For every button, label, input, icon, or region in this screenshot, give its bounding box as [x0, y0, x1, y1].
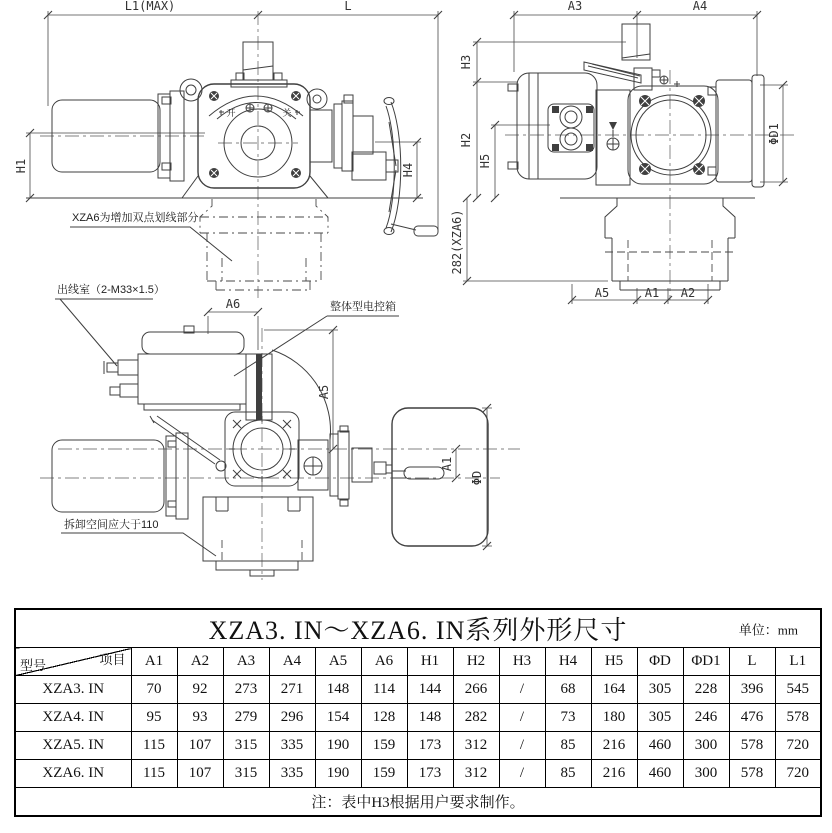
value-cell: /: [499, 732, 545, 760]
value-cell: 460: [637, 732, 683, 760]
value-cell: /: [499, 676, 545, 704]
value-cell: 115: [131, 760, 177, 788]
model-cell: XZA6. IN: [15, 760, 131, 788]
value-cell: 460: [637, 760, 683, 788]
model-cell: XZA4. IN: [15, 704, 131, 732]
table-title: XZA3. IN～XZA6. IN系列外形尺寸: [208, 616, 628, 645]
value-cell: 148: [407, 704, 453, 732]
declutch-lever: [584, 24, 680, 90]
plan-view: [40, 297, 520, 580]
value-cell: 107: [177, 760, 223, 788]
column-header: L1: [775, 648, 821, 676]
value-cell: 315: [223, 732, 269, 760]
dim-label-h5: H5: [478, 153, 492, 169]
value-cell: 216: [591, 760, 637, 788]
value-cell: 85: [545, 732, 591, 760]
output-drum-front: [200, 199, 328, 290]
value-cell: 335: [269, 760, 315, 788]
model-cell: XZA3. IN: [15, 676, 131, 704]
dim-label-a3: A3: [567, 0, 583, 13]
dim-label-a6: A6: [225, 297, 241, 311]
value-cell: 144: [407, 676, 453, 704]
value-cell: 95: [131, 704, 177, 732]
value-cell: 180: [591, 704, 637, 732]
value-cell: 128: [361, 704, 407, 732]
dim-label-h2: H2: [459, 132, 473, 148]
side-middle-housing: [596, 90, 630, 185]
value-cell: 154: [315, 704, 361, 732]
value-cell: 228: [683, 676, 729, 704]
table-note: 注：表中H3根据用户要求制作。: [15, 788, 821, 817]
value-cell: 578: [729, 732, 775, 760]
value-cell: 396: [729, 676, 775, 704]
value-cell: 216: [591, 732, 637, 760]
value-cell: 246: [683, 704, 729, 732]
column-header: L: [729, 648, 775, 676]
column-header: A6: [361, 648, 407, 676]
dim-label-282: 282(XZA6): [450, 209, 464, 275]
value-cell: 159: [361, 732, 407, 760]
dim-label-a4: A4: [692, 0, 708, 13]
plan-motor: [52, 433, 188, 519]
value-cell: 92: [177, 676, 223, 704]
column-header: H4: [545, 648, 591, 676]
stem-column: [231, 42, 287, 87]
value-cell: 266: [453, 676, 499, 704]
column-header: H2: [453, 648, 499, 676]
table-row: [15, 704, 821, 732]
value-cell: 70: [131, 676, 177, 704]
value-cell: 300: [683, 732, 729, 760]
value-cell: 315: [223, 760, 269, 788]
value-cell: 296: [269, 704, 315, 732]
column-header: ΦD: [637, 648, 683, 676]
dim-label-h1: H1: [14, 158, 28, 174]
value-cell: 148: [315, 676, 361, 704]
value-cell: 159: [361, 760, 407, 788]
column-header: ΦD1: [683, 648, 729, 676]
value-cell: 68: [545, 676, 591, 704]
value-cell: 271: [269, 676, 315, 704]
table-row: [15, 732, 821, 760]
value-cell: 282: [453, 704, 499, 732]
dim-label-d: ΦD: [470, 470, 484, 486]
table-row: [15, 760, 821, 788]
dim-label-a1-plan: A1: [440, 456, 454, 472]
table-unit-label: 单位：mm: [738, 622, 798, 637]
value-cell: 190: [315, 760, 361, 788]
dim-label-a1-side: A1: [644, 286, 660, 300]
value-cell: 312: [453, 732, 499, 760]
corner-label-item: 项目: [99, 652, 126, 667]
annotation-control-box-text: 整体型电控箱: [330, 301, 396, 313]
annotation-xza6: [70, 210, 232, 261]
column-header: H5: [591, 648, 637, 676]
value-cell: 312: [453, 760, 499, 788]
dim-label-l1: L1(MAX): [124, 0, 176, 13]
dim-label-h3: H3: [459, 54, 473, 70]
value-cell: 173: [407, 732, 453, 760]
table-corner-cell: [15, 648, 131, 676]
annotation-removal-space-text: 拆卸空间应大于110: [64, 519, 159, 531]
dim-label-a2-side: A2: [680, 286, 696, 300]
gearbox: [182, 84, 328, 198]
value-cell: 300: [683, 760, 729, 788]
lifting-eye-left: [180, 79, 202, 101]
dim-label-h4: H4: [401, 162, 415, 178]
column-header: A4: [269, 648, 315, 676]
dim-label-d1: ΦD1: [767, 123, 781, 145]
value-cell: 164: [591, 676, 637, 704]
column-header: A2: [177, 648, 223, 676]
side-control-box: [708, 75, 764, 187]
value-cell: 190: [315, 732, 361, 760]
annotation-outlet-text: 出线室（2-M33×1.5）: [57, 284, 165, 296]
value-cell: /: [499, 704, 545, 732]
value-cell: 273: [223, 676, 269, 704]
output-drum-plan: [203, 497, 313, 576]
value-cell: 305: [637, 676, 683, 704]
value-cell: 93: [177, 704, 223, 732]
column-header: H1: [407, 648, 453, 676]
value-cell: 279: [223, 704, 269, 732]
value-cell: 578: [775, 704, 821, 732]
plan-control-box: [104, 326, 331, 440]
value-cell: 578: [729, 760, 775, 788]
indicator-close-label: 关: [282, 108, 292, 118]
value-cell: 335: [269, 732, 315, 760]
value-cell: 476: [729, 704, 775, 732]
value-cell: 545: [775, 676, 821, 704]
value-cell: 720: [775, 732, 821, 760]
dim-label-a5-side: A5: [594, 286, 610, 300]
column-header: H3: [499, 648, 545, 676]
handwheel-assembly: [310, 95, 438, 236]
table-header-row: [15, 648, 821, 676]
model-cell: XZA5. IN: [15, 732, 131, 760]
value-cell: /: [499, 760, 545, 788]
value-cell: 107: [177, 732, 223, 760]
plan-handwheel-assembly: [298, 408, 488, 546]
column-header: A1: [131, 648, 177, 676]
corner-label-model: 型号: [20, 658, 47, 673]
dim-label-a5-plan: A5: [317, 384, 331, 400]
column-header: A5: [315, 648, 361, 676]
annotation-xza6-text: XZA6为增加双点划线部分: [72, 212, 199, 224]
column-header: A3: [223, 648, 269, 676]
side-view: [450, 0, 798, 304]
value-cell: 73: [545, 704, 591, 732]
table-note-row: [15, 788, 821, 817]
value-cell: 173: [407, 760, 453, 788]
annotation-removal-space: [61, 517, 216, 556]
table-title-row: [15, 609, 821, 648]
table-row: [15, 676, 821, 704]
indicator-open-label: 开: [226, 108, 236, 118]
value-cell: 115: [131, 732, 177, 760]
dim-label-l: L: [344, 0, 352, 13]
value-cell: 114: [361, 676, 407, 704]
side-flange-plate: [508, 73, 597, 179]
value-cell: 305: [637, 704, 683, 732]
value-cell: 720: [775, 760, 821, 788]
dimensions-table: [14, 608, 822, 817]
value-cell: 85: [545, 760, 591, 788]
